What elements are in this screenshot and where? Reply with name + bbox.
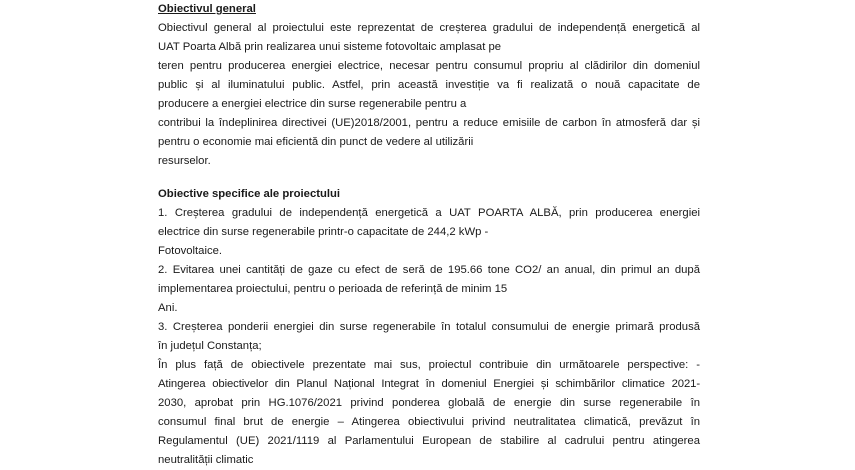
objective-line: Regulamentul (UE) 2021/1119 al Parlamentului European de stabilire al cadrului pentru atingerea — [158, 435, 700, 447]
paragraph-line: pentru o economie mai eficientă din punct de vedere al utilizării — [158, 136, 474, 148]
paragraph-line: public și al iluminatului public. Astfel, prin această investiție va fi realizată o nouă capacitate de — [158, 79, 700, 91]
objective-line: 1. Creșterea gradului de independență energetică a UAT POARTA ALBĂ, prin producerea energiei — [158, 207, 700, 219]
general-objective-title: Obiectivul general — [158, 3, 256, 15]
paragraph-line: producere a energiei electrice din surse regenerabile pentru a — [158, 98, 467, 110]
section-spacer — [158, 171, 700, 185]
objective-line: în județul Constanța; — [158, 340, 262, 352]
objective-line: Fotovoltaice. — [158, 245, 223, 257]
objective-line: 2030, aprobat prin HG.1076/2021 privind ponderea globală de energie din surse regenerabile în — [158, 397, 700, 409]
general-objective-paragraph — [158, 19, 700, 171]
paragraph-line: Obiectivul general al proiectului este reprezentat de creșterea gradului de independență energetică al — [158, 22, 700, 34]
objective-line: neutralității climatic — [158, 454, 254, 466]
objective-line: Atingerea obiectivelor din Planul Național Integrat în domeniul Energiei și schimbărilor climatice 2021- — [158, 378, 700, 390]
paragraph-line: resurselor. — [158, 155, 211, 167]
specific-objectives-list — [158, 204, 700, 470]
objective-line: Ani. — [158, 302, 178, 314]
objective-line: electrice din surse regenerabile printr-o capacitate de 244,2 kWp - — [158, 226, 489, 238]
paragraph-line: UAT Poarta Albă prin realizarea unui sisteme fotovoltaic amplasat pe — [158, 41, 502, 53]
objective-line: 2. Evitarea unei cantități de gaze cu efect de seră de 195.66 tone CO2/ an anual, din primul an după — [158, 264, 700, 276]
paragraph-line: contribui la îndeplinirea directivei (UE)2018/2001, pentru a reduce emisiile de carbon în atmosferă dar și — [158, 117, 700, 129]
objective-line: În plus față de obiectivele prezentate mai sus, proiectul contribuie din următoarele perspective: - — [158, 359, 700, 371]
document-page — [158, 0, 700, 470]
specific-objectives-title: Obiective specifice ale proiectului — [158, 188, 341, 200]
objective-line: 3. Creșterea ponderii energiei din surse regenerabile în totalul consumului de energie primară produsă — [158, 321, 700, 333]
objective-line: implementarea proiectului, pentru o perioada de referință de minim 15 — [158, 283, 508, 295]
objective-line: consumul final brut de energie – Atingerea obiectivului privind neutralitatea climatică, prevăzut în — [158, 416, 700, 428]
paragraph-line: teren pentru producerea energiei electrice, necesar pentru consumul propriu al clădirilor din domeniul — [158, 60, 700, 72]
